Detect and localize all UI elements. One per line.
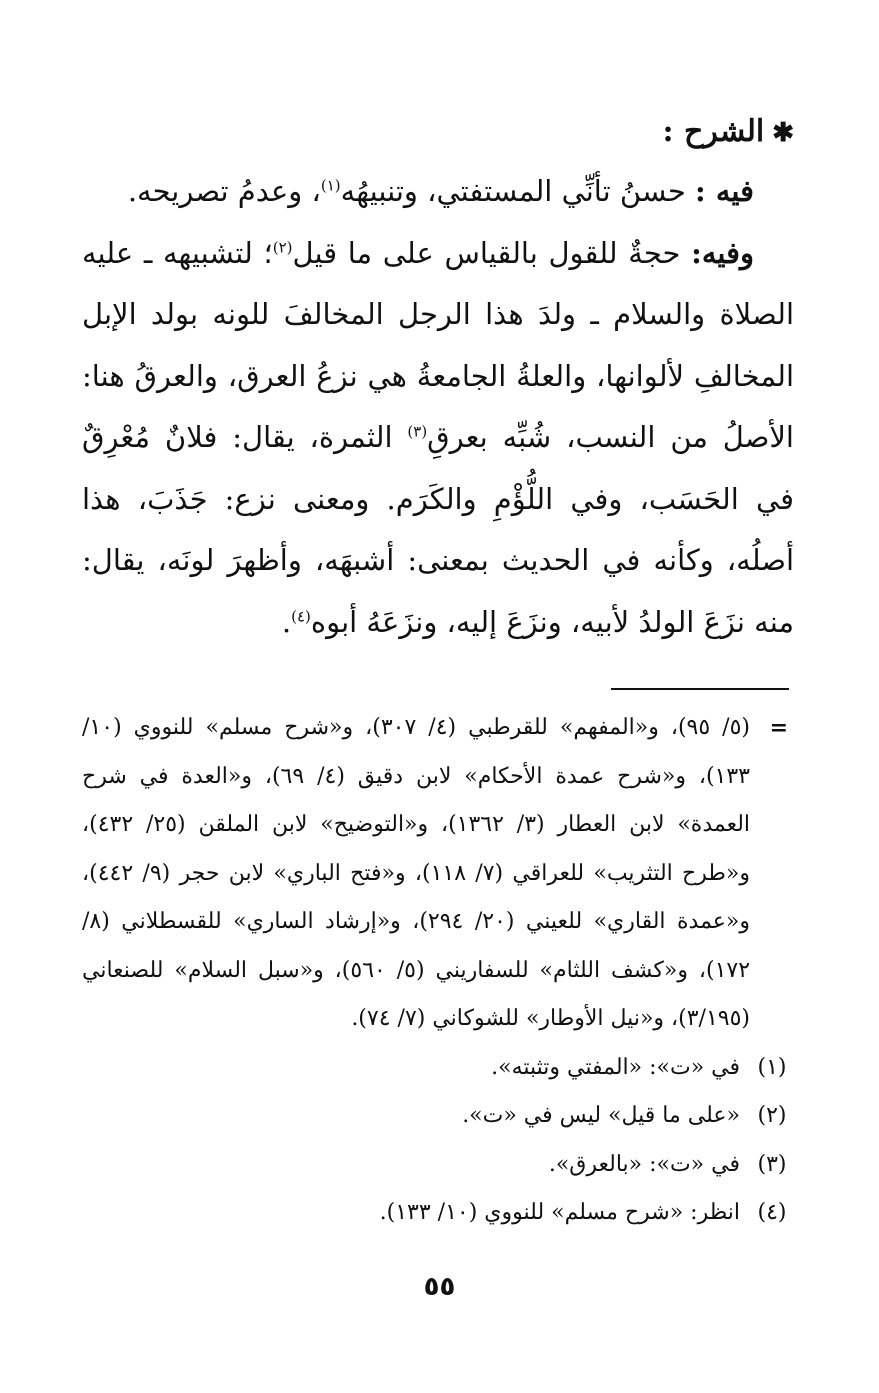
footnote-continuation (82, 704, 794, 1044)
footnote-text: «على ما قيل» ليس في «ت». (462, 1103, 740, 1128)
footnote-number: (٤) (757, 1200, 787, 1225)
footnote-3 (82, 1141, 794, 1190)
footnote-number: (١) (757, 1054, 787, 1080)
footnote-number: (٢) (757, 1103, 787, 1128)
footnote-ref-2[interactable]: (٢) (272, 237, 293, 256)
asterisk-icon: ✱ (772, 118, 794, 148)
footnote-text: في «ت»: «بالعرق». (548, 1151, 740, 1177)
paragraph-2-text-b: ؛ لتشبيهه ـ عليه الصلاة والسلام ـ ولدَ هذا الرجل المخالفَ للونه بولد الإبل المخالفِ لألوانها، والعلةُ الجامعةُ هي نزعُ العرق، والعرقُ هنا: الأصلُ من النسب، شُبِّه بعرقِ (82, 235, 794, 454)
footnote-4 (82, 1189, 794, 1238)
footnote-ref-1[interactable]: (١) (320, 176, 341, 195)
page-number: ٥٥ (423, 1272, 456, 1302)
footnote-text: في «ت»: «المفتي وتثبته». (491, 1054, 740, 1080)
continuation-text: (٥/ ٩٥)، و«المفهم» للقرطبي (٤/ ٣٠٧)، و«شرح مسلم» للنووي (١٠/ ١٣٣)، و«شرح عمدة الأحكام» لابن دقيق (٤/ ٦٩)، و«العدة في شرح العمدة» لابن العطار (٣/ ١٣٦٢)، و«التوضيح» لابن الملقن (٢٥/ ٤٣٢)، و«طرح التثريب» للعراقي (٧/ ١١٨)، و«فتح الباري» لابن حجر (٩/ ٤٤٢)، و«عمدة القاري» للعيني (٢٠/ ٢٩٤)، و«إرشاد الساري» للقسطلاني (٨/ ١٧٢)، و«كشف اللثام» للسفاريني (٥/ ٥٦٠)، و«سبل السلام» للصنعاني (٣/١٩٥)، و«نيل الأوطار» للشوكاني (٧/ ٧٤). (82, 715, 751, 1031)
section-heading (82, 104, 794, 161)
continuation-mark: = (769, 715, 788, 741)
paragraph-2-text-a: حجةٌ للقول بالقياس على ما قيل (292, 235, 681, 270)
footnotes (82, 704, 794, 1238)
footnote-divider (611, 688, 789, 690)
paragraph-1-text-a: حسنُ تأنِّي المستفتي، وتنبيهُه (340, 174, 686, 208)
paragraph-2-text-c: الثمرة، يقال: فلانٌ مُعْرِقٌ في الحَسَب، وفي اللُّؤْمِ والكَرَم. ومعنى نزع: جَذَبَ، هذا أصلُه، وكأنه في الحديث بمعنى: أشبهَه، وأظهرَ لونَه، يقال: منه نزَعَ الولدُ لأبيه، ونزَعَ إليه، ونزَعَهُ أبوه (82, 420, 794, 639)
paragraph-1 (82, 161, 794, 223)
paragraph-2 (82, 223, 794, 654)
paragraph-1-lead: فيه : (695, 174, 754, 208)
footnote-number: (٣) (757, 1151, 787, 1177)
footnote-2 (82, 1092, 794, 1141)
paragraph-2-lead: وفيه: (691, 235, 754, 270)
main-text (82, 104, 794, 653)
footnote-text: انظر: «شرح مسلم» للنووي (١٠/ ١٣٣). (379, 1200, 740, 1225)
footnote-ref-4[interactable]: (٤) (291, 606, 311, 625)
footnote-ref-3[interactable]: (٣) (407, 422, 428, 441)
paragraph-1-text-b: ، وعدمُ تصريحه. (127, 174, 321, 208)
heading-text: الشرح : (662, 114, 765, 149)
footnote-1 (82, 1044, 794, 1093)
paragraph-2-text-d: . (281, 604, 292, 639)
